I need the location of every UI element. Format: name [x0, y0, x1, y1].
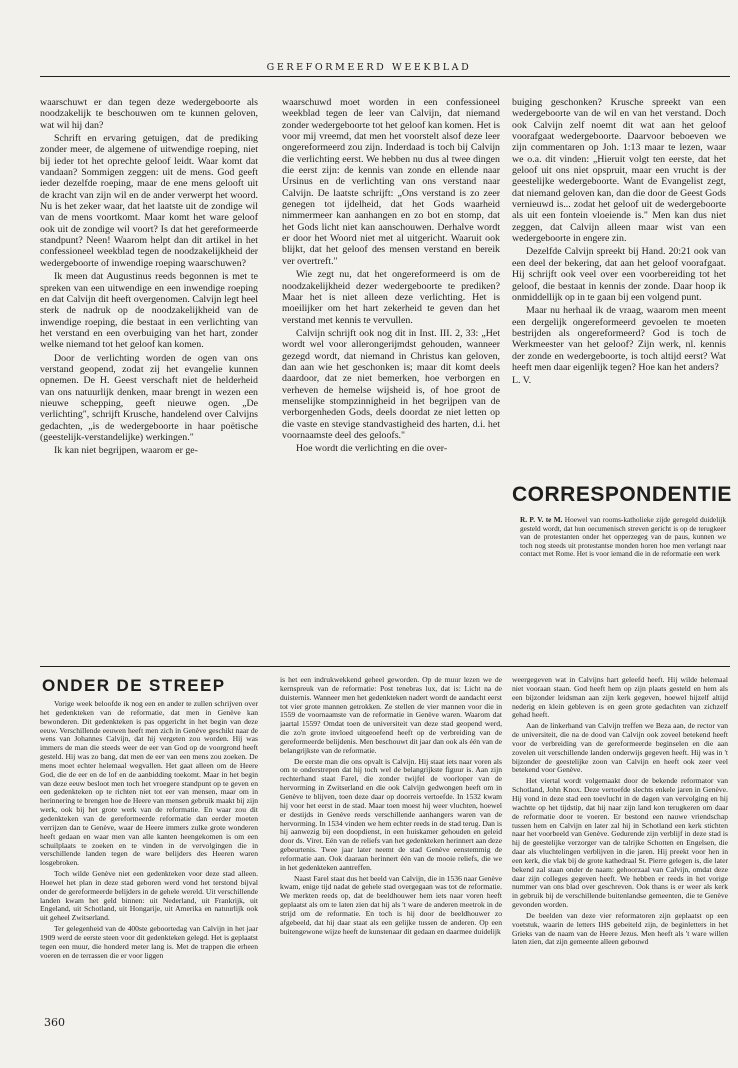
paragraph: Vorige week beloofde ik nog een en ander te zullen schrijven over het gedenkteken van de reformatie, dat men in Genève kan bewonderen. Dit gedenkteken is pas opgericht in het begin van deze eeuw. Verschillende eeuwen heeft men zich in Genève geschikt naar de wens van Johannes Calvijn, dat hij vergeten zou worden. Hij was immers de man die steeds weer de eer van God op de voorgrond heeft gesteld. Hij was zo bang, dat men de eer van een mens zou zoeken. De mens moet echter helemaal wegvallen. Het gaat alleen om de Heere God, die de eer en de lof en de aanbidding toekomt. Maar in het begin van deze eeuw besloot men toch het vroegere standpunt op te geven en een gedenkteken op te richten niet tot eer van mensen, maar om in herinnering te brengen hoe de Heere van mensen gebruik maakt bij zijn werk, ook bij het grote werk van de reformatie. En waar zou dit gedenkteken van de gereformeerde reformatie dan eerder moeten verrijzen dan te Genève, waar de Heere immers zulke grote wonderen heeft gedaan en waar men van alle kanten heengekomen is om een schuilplaats te zoeken en te vinden in de vervolgingen die in verschillende landen tegen de ware belijders des Heeren waren losgebroken.: [40, 700, 258, 868]
onder-de-streep-heading: ONDER DE STREEP: [42, 676, 226, 695]
lower-column-1: [40, 700, 258, 1016]
paragraph: weergegeven wat in Calvijns hart geleefd heeft. Hij wilde helemaal niet vooraan staan. God heeft hem op zijn plaats gesteld en hem als een bijzonder leidsman aan zijn kerk gegeven, hoewel hijzelf altijd nederig en klein gebleven is en geen grote gedachten van zichzelf gehad heeft.: [512, 676, 728, 720]
paragraph: buiging geschonken? Krusche spreekt van een wedergeboorte van de wil en van het verstand. Doch ook Calvijn zelf noemt dit wat aan het geloof voorafgaat wedergeboorte. Daarvoor beboeven we zijn commentaren op Joh. 1:13 maar te lezen, waar we o.a. dit vinden: „Hieruit volgt ten eerste, dat het geloof uit ons niet opspruit, maar een vrucht is der geestelijke wedergeboorte. Want de Evangelist zegt, dat niemand geloven kan, dan die door de Geest Gods vernieuwd is... zodat het geloof uit de wedergeboorte als uit een fontein vloeiende is." Men kan dus niet zeggen, dat Calvijn alleen maar wist van een wedergeboorte in engere zin.: [512, 97, 726, 245]
lower-column-3: [512, 676, 728, 1018]
paragraph: waarschuwd moet worden in een confessioneel weekblad tegen de leer van Calvijn, dat niemand zonder wedergeboorte tot het geloof kan komen. Het is voor mij vreemd, dat men het voorstelt alsof deze leer ongereformeerd zou zijn. Inderdaad is toch bij Calvijn die verlichting eerst. We hebben nu dus al twee dingen die eerst zijn: de kennis van zonde en ellende naar Ursinus en de verlichting van ons verstand naar Calvijn. De laatste schrijft: „Ons verstand is zo zeer genegen tot ijdelheid, dat het Gods waarheid nimmermeer kan aanhangen en zo bot en stomp, dat het Gods licht niet kan aanschouwen. Derhalve wordt er door het Woord niet met al uitgericht. Waaruit ook blijkt, dat het geloof des mensen verstand en bereik ver overtreft.": [282, 97, 500, 267]
paragraph: Het viertal wordt volgemaakt door de bekende reformator van Schotland, John Knox. Deze vertoefde slechts enkele jaren in Genève. Hij vond in deze stad een toevlucht in de dagen van vervolging en hij wachtte op het tijdstip, dat hij naar zijn land kon terugkeren om daar de reformatie door te voeren. Er bestond een nauwe vriendschap tussen hem en Calvijn en later zal hij in Schotland een kerk stichten naar het voorbeeld van Genève. Gedurende zijn verblijf in deze stad is hij de geestelijke verzorger van de talrijke Schotten en Engelsen, die daar als vluchtelingen verblijven in die jaren. Hij preekt voor hen in een kerk, die vlak bij de grote kathedraal St. Pierre gelegen is, die later bekend zal staan onder de naam: gehoorzaal van Calvijn, omdat deze daar zijn colleges gegeven heeft. We hebben er reeds in het vorige nummer van ons blad over geschreven. Ook thans is er weer als kerk in gebruik bij de verschillende buitenlandse gemeenten, die te Genève gevonden worden.: [512, 776, 728, 910]
paragraph: is het een indrukwekkend geheel geworden. Op de muur lezen we de kernspreuk van de reformatie: Post tenebras lux, dat is: Licht na de duisternis. Wanneer men het gedenkteken nadert wordt de aandacht eerst tot vier grote mannen getrokken. Ze stellen de vier mannen voor die in 1559 de voornaamste van de reformatie in Genève waren. Waarom dat jaartal 1559? Omdat toen de universiteit van deze stad geopend werd, die zo'n grote invloed uitgeoefend heeft op de verbreiding van de gereformeerde belijdenis. Men beschouwt dit jaar dan ook als één van de belangrijkste van de reformatie.: [280, 676, 502, 755]
correspondentie-lead: R. P. V. te M.: [520, 516, 563, 524]
upper-column-3: [512, 97, 726, 497]
section-divider: [40, 666, 730, 667]
paragraph: Wie zegt nu, dat het ongereformeerd is om de noodzakelijkheid dezer wedergeboorte te prediken? Maar het is niet alleen deze verlichting. Het is moeilijker om het hart zekerheid te geven dan het verstand met kennis te vervullen.: [282, 269, 500, 326]
lower-column-2: [280, 676, 502, 1018]
paragraph: Maar nu herhaal ik de vraag, waarom men meent een dergelijk ongereformeerd gevoelen te moeten bestrijden als ongereformeerd? God is toch de Werkmeester van het geloof? Zijn werk, nl. kennis der zonde en wedergeboorte, is toch altijd eerst? Wat heeft men daar eigenlijk tegen? Hoe kan het anders?: [512, 305, 726, 373]
paragraph: waarschuwt er dan tegen deze wedergeboorte als noodzakelijk te beschouwen om te kunnen geloven, wat wil hij dan?: [40, 97, 258, 131]
paragraph: Ik kan niet begrijpen, waarom er ge-: [54, 445, 198, 457]
paragraph: Toch wilde Genève niet een gedenkteken voor deze stad alleen. Hoewel het plan in deze stad geboren werd vond het terstond bijval onder de gereformeerde belijders in de gehele wereld. Uit verschillende landen kwam het geld binnen: uit Nederland, uit Frankrijk, uit Engeland, uit Schotland, uit Hongarije, uit Amerika en natuurlijk ook uit geheel Zwitserland.: [40, 869, 258, 923]
correspondentie-body: Hoewel van rooms-katholieke zijde geregeld duidelijk gesteld wordt, dat hun oecumenisch streven gericht is op de terugkeer van de protestanten onder het opperzegeg van de paus, kunnen we toch nog steeds uit protestantse monden horen hoe men verlangt naar contact met Rome. Het is voor iemand die in de reformatie een werk: [520, 516, 726, 559]
correspondentie-text: [520, 516, 726, 590]
page-number: 360: [44, 1016, 65, 1029]
paragraph: De eerste man die ons opvalt is Calvijn. Hij staat iets naar voren als om te onderstrepen dat hij toch wel de belangrijkste figuur is. Aan zijn rechterhand staat Farel, die zonder twijfel de voorloper van de hervorming in Zwitserland en die ook Calvijn gedwongen heeft om in Genève te blijven, toen deze daar op doorreis vertoefde. In 1532 kwam hij voor het eerst in de stad. Maar toen moest hij weer vluchten, hoewel er destijds in Genève reeds verschillende aanhangers waren van de hervorming. In 1534 vinden we hem echter reeds in de stad terug. Dan is hij aanwezig bij een doopdienst, in een huiskamer gehouden en geleid door ds. Viret. Eén van de reliefs van het gedenkteken herinnert aan deze gebeurtenis. Twee jaar later neemt de stad Genève eenstemmig de reformatie aan. Ook daaraan herinnert één van de mooie reliefs, die we in het gedenkteken aantreffen.: [280, 756, 502, 872]
upper-column-1: [40, 97, 258, 662]
paragraph: Naast Farel staat dus het beeld van Calvijn, die in 1536 naar Genève kwam, enige tijd nadat de gehele stad overgegaan was tot de reformatie. We merkten reeds op, dat de beeldhouwer hem iets naar voren heeft geplaatst als om te laten zien dat hij als 't ware de anderen meetrok in de strijd om de reformatie. En toch is hij door de beeldhouwer zo afgebeeld, dat hij daar staat als een gelijke tussen de anderen. Op een buitengewone wijze heeft de kunstenaar dit gedaan en daarmee duidelijk: [280, 873, 502, 936]
correspondentie-heading: CORRESPONDENTIE: [512, 483, 732, 506]
running-header: GEREFORMEERD WEEKBLAD: [266, 62, 472, 73]
paragraph: Dezelfde Calvijn spreekt bij Hand. 20:21 ook van een deel der bekering, dat aan het geloof voorafgaat. Hij schrijft ook veel over een voorbereiding tot het geloof, die bestaat in kennis der zonde. Daar hoop ik onmiddellijk op in te gaan bij een volgend punt.: [512, 246, 726, 303]
paragraph: Door de verlichting worden de ogen van ons verstand geopend, zodat zij het evangelie kunnen opnemen. De H. Geest verschaft niet de helderheid van ons natuurlijk denken, maar brengt in wezen een nieuwe schepping, geeft nieuwe ogen. „De verlichting", schrijft Krusche, handelend over Calvijns gedachten, „is de wedergeboorte in haar poëtische (geestelijk-verstandelijke) werkingen.": [40, 352, 258, 443]
paragraph: Hoe wordt die verlichting en die over-: [296, 443, 448, 455]
paragraph: Calvijn schrijft ook nog dit in Inst. III. 2, 33: „Het wordt wel voor allerongerijmdst gehouden, wanneer gezegd wordt, dat niemand in Christus kan geloven, dan aan wie het geschonken is; maar dit komt deels daardoor, dat ze niet bemerken, hoe verborgen en verheven de hemelse wijsheid is, of hoe groot de menselijke stompzinnigheid in het begrijpen van de verborgenheden Gods, deels doordat ze niet letten op die vaste en stevige standvastigheid des harten, d.i. het voornaamste deel des geloofs.": [282, 327, 500, 441]
paragraph: Schrift en ervaring getuigen, dat de prediking zonder meer, de algemene of uitwendige roeping, niet bij ieder tot het oprechte geloof leidt. Waar komt dat vandaan? Sommigen zeggen: uit de mens. God geeft ieder dezelfde roeping, maar de ene mens gelooft uit de kracht van zijn wil en de ander verwerpt het woord. Nu is het zeker waar, dat het laatste uit de zondige wil van de mens voortkomt. Maar komt het ware geloof ook uit de zondige wil voort? Is dat het gereformeerde standpunt? Neen! Waarom helpt dan dit artikel in het confessioneel weekblad tegen de noodzakelijkheid der wedergeboorte of inwendige roeping waarschuwen?: [40, 133, 258, 269]
paragraph: De beelden van deze vier reformatoren zijn geplaatst op een voetstuk, waarin de letters IHS gebeiteld zijn, de beginletters in het Grieks van de naam van de Heere Jezus. Men heeft als 't ware willen laten zien, dat zijn gemeente alleen gebouwd: [512, 910, 728, 947]
signature: L. V.: [512, 375, 532, 387]
paragraph: Ik meen dat Augustinus reeds begonnen is met te spreken van een uitwendige en een inwendige roeping en dat Calvijn dit heeft overgenomen. Calvijn legt heel sterk de nadruk op de noodzakelijkheid van de inwendige roeping, die bestaat in een verlichting van het verstand en een overbuiging van het hart, zonder welke niemand tot het geloof kan komen.: [40, 271, 258, 351]
header-rule: [40, 76, 730, 77]
paragraph: Ter gelegenheid van de 400ste geboortedag van Calvijn in het jaar 1909 werd de eerste steen voor dit gedenkteken gelegd. Het is geplaatst tegen een muur, die honderd meter lang is. Met de trappen die erheen voeren en de terrassen die er voor liggen: [40, 924, 258, 960]
paragraph: Aan de linkerhand van Calvijn treffen we Beza aan, de rector van de universiteit, die na de dood van Calvijn ook zoveel betekend heeft voor de verbreiding van de gereformeerde beginselen en die aan zovelen uit verschillende landen onderwijs gegeven heeft. Hij was in 't bijzonder de geestelijke zoon van Calvijn en heeft ook zeer veel betekend voor Genève.: [512, 721, 728, 775]
upper-column-2: [282, 97, 500, 662]
